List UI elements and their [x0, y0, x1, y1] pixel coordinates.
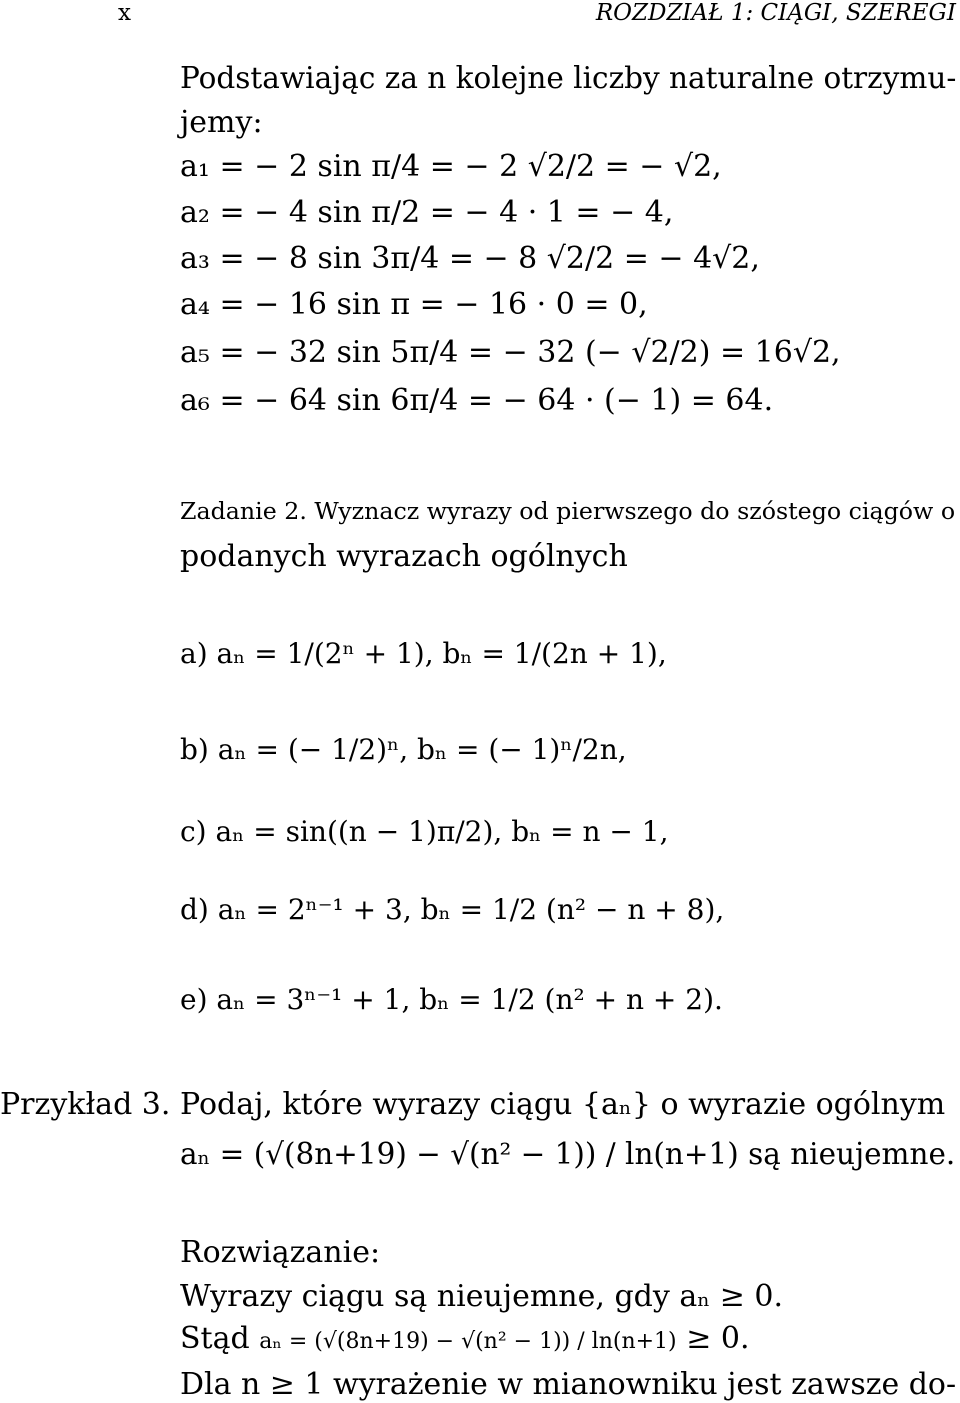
intro-line-2: jemy:	[180, 105, 263, 140]
przyklad-3-tail: są nieujemne.	[748, 1137, 956, 1171]
rozwiazanie-line-1: Wyrazy ciągu są nieujemne, gdy aₙ ≥ 0.	[180, 1279, 784, 1314]
chapter-title: ROZDZIAŁ 1: CIĄGI, SZEREGI	[595, 0, 956, 26]
term-a1: a₁ = − 2 sin π/4 = − 2 √2/2 = − √2,	[180, 149, 722, 184]
task-label: c)	[180, 815, 207, 848]
term-lhs: a₆	[180, 383, 210, 418]
task-c	[180, 815, 669, 848]
term-lhs: a₁	[180, 149, 210, 184]
task-formula: aₙ = 1/(2ⁿ + 1), bₙ = 1/(2n + 1),	[216, 637, 667, 670]
term-a6: a₆ = − 64 sin 6π/4 = − 64 · (− 1) = 64.	[180, 383, 774, 418]
term-lhs: a₄	[180, 287, 210, 322]
term-rhs: − 4 sin π/2 = − 4 · 1 = − 4,	[254, 195, 674, 230]
term-lhs: a₅	[180, 335, 210, 370]
zadanie-2-line-2: podanych wyrazach ogólnych	[180, 539, 628, 574]
term-a5: a₅ = − 32 sin 5π/4 = − 32 (− √2/2) = 16√2,	[180, 335, 841, 370]
term-lhs: a₂	[180, 195, 210, 230]
task-label: e)	[180, 983, 208, 1016]
rozwiazanie-tail: ≥ 0.	[686, 1321, 750, 1356]
task-label: b)	[180, 733, 209, 766]
przyklad-3-formula: aₙ = (√(8n+19) − √(n² − 1)) / ln(n+1)	[180, 1137, 739, 1171]
przyklad-3-line-2	[180, 1137, 956, 1171]
task-label: a)	[180, 637, 208, 670]
task-formula: aₙ = 3ⁿ⁻¹ + 1, bₙ = 1/2 (n² + n + 2).	[216, 983, 723, 1016]
rozwiazanie-formula: aₙ = (√(8n+19) − √(n² − 1)) / ln(n+1)	[259, 1329, 677, 1354]
rozwiazanie-prefix: Stąd	[180, 1321, 250, 1356]
task-a	[180, 637, 667, 670]
task-formula: aₙ = 2ⁿ⁻¹ + 3, bₙ = 1/2 (n² − n + 8),	[217, 893, 725, 926]
przyklad-3-text: Podaj, które wyrazy ciągu {aₙ} o wyrazie ogólnym	[179, 1087, 946, 1122]
intro-line-1: Podstawiając za n kolejne liczby naturalne otrzymu-	[180, 61, 957, 95]
term-rhs: − 64 sin 6π/4 = − 64 · (− 1) = 64.	[254, 383, 774, 418]
task-e	[180, 983, 723, 1016]
task-label: d)	[180, 893, 209, 926]
page-label: x	[118, 0, 131, 26]
term-rhs: − 32 sin 5π/4 = − 32 (− √2/2) = 16√2,	[254, 335, 841, 370]
term-a4: a₄ = − 16 sin π = − 16 · 0 = 0,	[180, 287, 648, 322]
term-rhs: − 2 sin π/4 = − 2 √2/2 = − √2,	[254, 149, 722, 184]
term-lhs: a₃	[180, 241, 210, 276]
rozwiazanie-line-3: Dla n ≥ 1 wyrażenie w mianowniku jest zawsze do-	[180, 1367, 957, 1402]
zadanie-2-label: Zadanie 2.	[180, 497, 307, 525]
term-rhs: − 16 sin π = − 16 · 0 = 0,	[254, 287, 648, 322]
zadanie-2-text: Wyznacz wyrazy od pierwszego do szóstego ciągów o	[314, 497, 956, 525]
rozwiazanie-line-2	[180, 1321, 750, 1356]
przyklad-3-label: Przykład 3.	[0, 1087, 171, 1122]
term-a2: a₂ = − 4 sin π/2 = − 4 · 1 = − 4,	[180, 195, 674, 230]
task-b	[180, 733, 627, 766]
rozwiazanie-label: Rozwiązanie:	[180, 1235, 381, 1270]
task-formula: aₙ = (− 1/2)ⁿ, bₙ = (− 1)ⁿ/2n,	[217, 733, 627, 766]
task-d	[180, 893, 725, 926]
term-rhs: − 8 sin 3π/4 = − 8 √2/2 = − 4√2,	[254, 241, 760, 276]
zadanie-2-line-1	[180, 497, 956, 525]
przyklad-3-line-1	[0, 1087, 946, 1122]
task-formula: aₙ = sin((n − 1)π/2), bₙ = n − 1,	[215, 815, 669, 848]
term-a3: a₃ = − 8 sin 3π/4 = − 8 √2/2 = − 4√2,	[180, 241, 760, 276]
